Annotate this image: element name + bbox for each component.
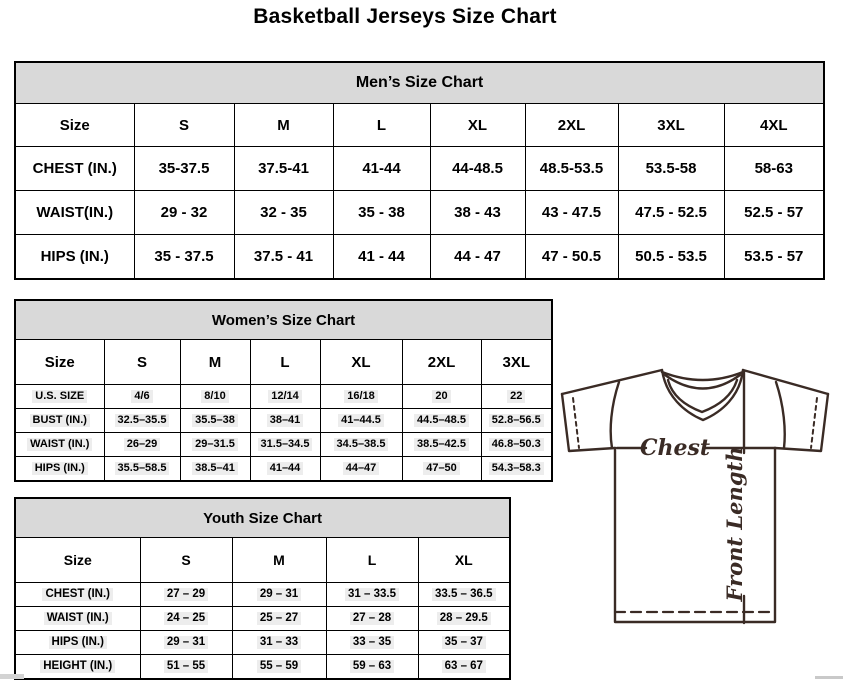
jersey-outline (562, 394, 615, 451)
page-title: Basketball Jerseys Size Chart (253, 5, 557, 28)
value-text: 55 – 59 (257, 660, 301, 673)
column-header: Size (15, 340, 104, 385)
sleeve-seam-dashed (811, 398, 817, 448)
value-cell (326, 655, 418, 680)
column-header: M (234, 104, 333, 147)
value-cell (418, 655, 510, 680)
value-cell (481, 433, 552, 457)
value-text: 26–29 (124, 438, 161, 450)
value-text: 52.8–56.5 (489, 414, 544, 426)
value-text: 20 (432, 390, 450, 402)
row-label (15, 433, 104, 457)
value-cell: 43 - 47.5 (525, 191, 618, 235)
row-label (15, 457, 104, 482)
value-cell: 52.5 - 57 (724, 191, 824, 235)
value-cell: 48.5-53.5 (525, 147, 618, 191)
value-cell: 29 - 32 (134, 191, 234, 235)
chest-label: Chest (639, 435, 711, 461)
row-label: CHEST (IN.) (15, 147, 134, 191)
row-label-text: U.S. SIZE (32, 390, 87, 402)
value-cell (180, 385, 250, 409)
armhole-seam (776, 382, 785, 448)
column-header: L (326, 538, 418, 583)
value-cell (402, 409, 481, 433)
value-cell (418, 583, 510, 607)
row-label-text: HIPS (IN.) (32, 462, 88, 474)
value-cell (180, 409, 250, 433)
value-text: 35.5–38 (192, 414, 238, 426)
column-header: M (232, 538, 326, 583)
value-cell (402, 385, 481, 409)
value-cell (481, 457, 552, 482)
column-header: S (140, 538, 232, 583)
value-cell (104, 433, 180, 457)
collar-outline (662, 372, 743, 380)
value-cell: 41 - 44 (333, 235, 430, 280)
value-cell: 41-44 (333, 147, 430, 191)
row-label (15, 631, 140, 655)
value-text: 38.5–42.5 (414, 438, 469, 450)
value-cell (250, 409, 320, 433)
table-row (15, 104, 824, 147)
value-cell (140, 607, 232, 631)
table-row (15, 607, 510, 631)
value-cell (481, 385, 552, 409)
table-row (15, 385, 552, 409)
value-cell: 35 - 38 (333, 191, 430, 235)
value-text: 35.5–58.5 (115, 462, 170, 474)
value-cell (104, 385, 180, 409)
value-text: 63 – 67 (442, 660, 486, 673)
column-header: S (104, 340, 180, 385)
table-row (15, 191, 824, 235)
value-cell: 53.5 - 57 (724, 235, 824, 280)
value-cell (320, 433, 402, 457)
row-label (15, 583, 140, 607)
table-row (15, 409, 552, 433)
value-text: 31 – 33.5 (345, 588, 399, 601)
row-label (15, 385, 104, 409)
jersey-measurement-diagram (556, 358, 840, 630)
value-cell (232, 631, 326, 655)
value-cell (320, 457, 402, 482)
collar-outline (668, 380, 737, 412)
table-row (15, 498, 510, 538)
value-cell (140, 583, 232, 607)
youth-size-chart-table (14, 497, 511, 680)
row-label (15, 409, 104, 433)
table-row (15, 433, 552, 457)
value-cell (320, 385, 402, 409)
value-cell: 37.5-41 (234, 147, 333, 191)
front-length-label: Front Length (722, 446, 747, 602)
table-row (15, 457, 552, 482)
value-text: 22 (507, 390, 525, 402)
value-text: 54.3–58.3 (489, 462, 544, 474)
row-label-text: CHEST (IN.) (42, 588, 113, 601)
value-cell (250, 385, 320, 409)
value-text: 32.5–35.5 (115, 414, 170, 426)
value-text: 25 – 27 (257, 612, 301, 625)
womens-size-chart-table (14, 299, 553, 482)
row-label-text: HIPS (IN.) (49, 636, 107, 649)
value-text: 34.5–38.5 (334, 438, 389, 450)
value-cell (418, 631, 510, 655)
column-header: M (180, 340, 250, 385)
sleeve-seam-dashed (573, 398, 579, 448)
row-label-text: HEIGHT (IN.) (40, 660, 115, 673)
value-text: 44.5–48.5 (414, 414, 469, 426)
value-text: 51 – 55 (164, 660, 208, 673)
table-row (15, 655, 510, 680)
column-header: 3XL (618, 104, 724, 147)
value-cell: 44 - 47 (430, 235, 525, 280)
value-cell: 38 - 43 (430, 191, 525, 235)
value-text: 16/18 (344, 390, 378, 402)
value-cell (180, 433, 250, 457)
value-cell: 37.5 - 41 (234, 235, 333, 280)
value-text: 24 – 25 (164, 612, 208, 625)
value-cell (326, 583, 418, 607)
value-cell: 47.5 - 52.5 (618, 191, 724, 235)
value-cell (180, 457, 250, 482)
value-cell (320, 409, 402, 433)
value-text: 31 – 33 (257, 636, 301, 649)
value-text: 27 – 29 (164, 588, 208, 601)
womens-chart-title: Women’s Size Chart (15, 300, 552, 340)
value-text: 4/6 (131, 390, 152, 402)
value-cell (402, 457, 481, 482)
row-label (15, 607, 140, 631)
column-header: 2XL (525, 104, 618, 147)
column-header: 3XL (481, 340, 552, 385)
value-cell (140, 631, 232, 655)
value-cell: 32 - 35 (234, 191, 333, 235)
value-text: 29–31.5 (192, 438, 238, 450)
row-label (15, 655, 140, 680)
value-cell (232, 607, 326, 631)
value-cell (104, 409, 180, 433)
value-text: 47–50 (423, 462, 460, 474)
value-text: 33.5 – 36.5 (432, 588, 496, 601)
row-label-text: WAIST (IN.) (27, 438, 92, 450)
value-cell (481, 409, 552, 433)
armhole-seam (611, 382, 619, 448)
value-text: 41–44.5 (338, 414, 384, 426)
value-text: 29 – 31 (257, 588, 301, 601)
value-text: 35 – 37 (442, 636, 486, 649)
value-text: 31.5–34.5 (258, 438, 313, 450)
value-cell (250, 457, 320, 482)
column-header: L (250, 340, 320, 385)
table-row (15, 235, 824, 280)
jersey-outline (775, 394, 828, 451)
jersey-outline (743, 370, 828, 394)
row-label: HIPS (IN.) (15, 235, 134, 280)
value-text: 28 – 29.5 (437, 612, 491, 625)
value-cell (326, 631, 418, 655)
table-row (15, 62, 824, 104)
value-cell (250, 433, 320, 457)
table-row (15, 631, 510, 655)
value-cell: 44-48.5 (430, 147, 525, 191)
value-text: 12/14 (268, 390, 302, 402)
table-row (15, 538, 510, 583)
column-header: XL (418, 538, 510, 583)
row-label-text: WAIST (IN.) (44, 612, 112, 625)
value-cell: 35-37.5 (134, 147, 234, 191)
row-label: WAIST(IN.) (15, 191, 134, 235)
value-text: 38.5–41 (192, 462, 238, 474)
value-cell: 53.5-58 (618, 147, 724, 191)
table-row (15, 147, 824, 191)
jersey-outline (615, 448, 775, 622)
value-cell (232, 583, 326, 607)
mens-chart-title: Men’s Size Chart (15, 62, 824, 104)
column-header: 4XL (724, 104, 824, 147)
table-row (15, 300, 552, 340)
value-text: 41–44 (267, 462, 304, 474)
column-header: XL (430, 104, 525, 147)
row-label-text: BUST (IN.) (30, 414, 90, 426)
value-text: 29 – 31 (164, 636, 208, 649)
value-cell (140, 655, 232, 680)
value-text: 44–47 (343, 462, 380, 474)
column-header: L (333, 104, 430, 147)
youth-chart-title: Youth Size Chart (15, 498, 510, 538)
value-text: 27 – 28 (350, 612, 394, 625)
value-cell: 47 - 50.5 (525, 235, 618, 280)
column-header: Size (15, 538, 140, 583)
ui-fragment-left (0, 674, 24, 679)
value-text: 33 – 35 (350, 636, 394, 649)
table-row (15, 583, 510, 607)
value-text: 38–41 (267, 414, 304, 426)
value-text: 59 – 63 (350, 660, 394, 673)
value-cell (104, 457, 180, 482)
value-cell: 35 - 37.5 (134, 235, 234, 280)
column-header: XL (320, 340, 402, 385)
value-cell (402, 433, 481, 457)
value-cell (418, 607, 510, 631)
value-text: 46.8–50.3 (489, 438, 544, 450)
value-cell: 58-63 (724, 147, 824, 191)
table-row (15, 340, 552, 385)
value-cell (232, 655, 326, 680)
column-header: 2XL (402, 340, 481, 385)
column-header: Size (15, 104, 134, 147)
jersey-outline (562, 370, 662, 394)
value-text: 8/10 (201, 390, 228, 402)
value-cell (326, 607, 418, 631)
column-header: S (134, 104, 234, 147)
mens-size-chart-table (14, 61, 825, 280)
value-cell: 50.5 - 53.5 (618, 235, 724, 280)
